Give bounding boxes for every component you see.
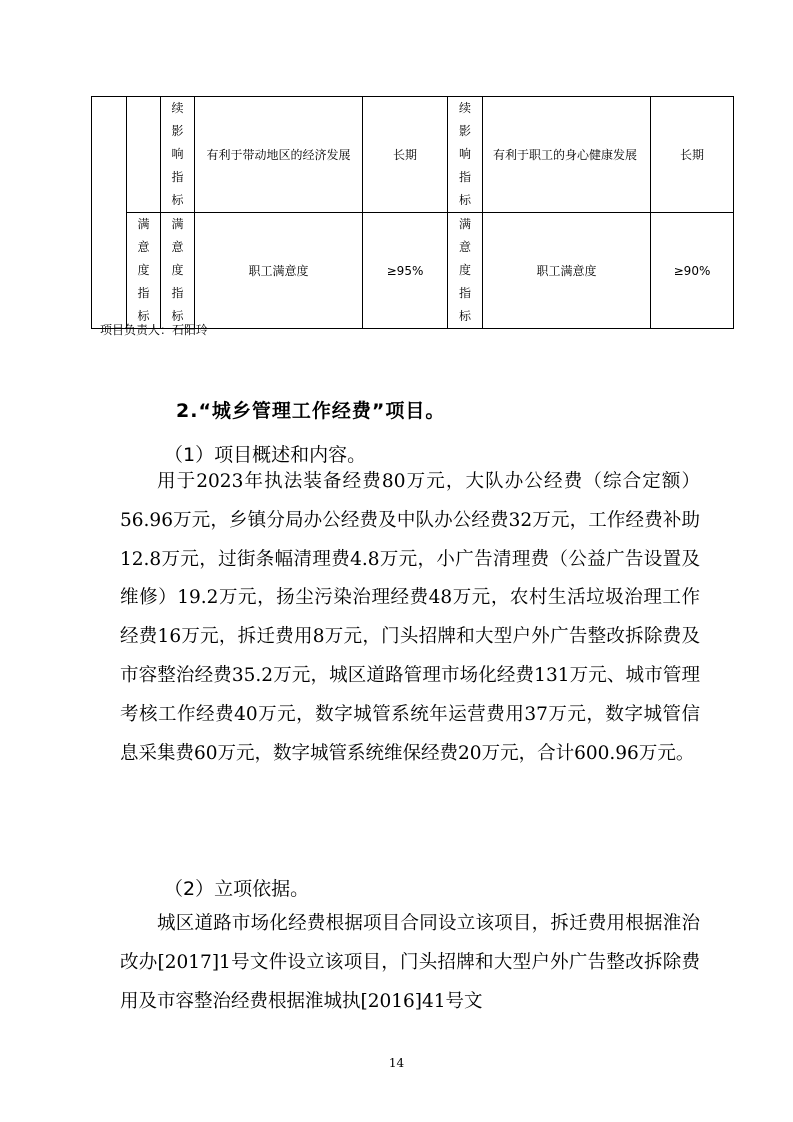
table-cell xyxy=(448,97,483,213)
indicator-category-label: 满意度指标 xyxy=(137,217,150,323)
indicator-type-label: 满意度指标 xyxy=(458,217,471,323)
table-cell-empty xyxy=(92,97,127,329)
indicator-description: 职工满意度 xyxy=(248,264,309,278)
indicator-target: 长期 xyxy=(679,148,704,162)
table-row xyxy=(92,213,734,329)
indicator-type-label: 续影响指标 xyxy=(458,101,471,207)
section-heading: 2.“城乡管理工作经费”项目。 xyxy=(176,400,446,422)
table-cell xyxy=(448,213,483,329)
indicator-target: ≥90% xyxy=(673,263,711,278)
page-number: 14 xyxy=(388,1056,405,1070)
subheading-overview: （1）项目概述和内容。 xyxy=(164,444,367,466)
indicator-description: 有利于职工的身心健康发展 xyxy=(493,147,638,162)
indicator-description: 有利于带动地区的经济发展 xyxy=(206,148,351,162)
table-cell xyxy=(195,97,363,213)
table-cell xyxy=(195,213,363,329)
table-cell xyxy=(651,213,734,329)
paragraph-basis: 城区道路市场化经费根据项目合同设立该项目，拆迁费用根据淮治改办[2017]1号文件设立该项目，门头招牌和大型户外广告整改拆除费用及市容整治经费根据淮城执[2016]41号文 xyxy=(120,913,700,1012)
table-cell xyxy=(651,97,734,213)
table-cell xyxy=(363,97,448,213)
indicator-type-label: 续影响指标 xyxy=(171,101,184,207)
subheading-basis: （2）立项依据。 xyxy=(164,878,310,900)
table-cell xyxy=(161,213,195,329)
indicator-description: 职工满意度 xyxy=(536,264,597,278)
paragraph-overview: 用于2023年执法装备经费80万元，大队办公经费（综合定额）56.96万元，乡镇分局办公经费及中队办公经费32万元，工作经费补助12.8万元，过街条幅清理费4.8万元，小广告清理费（公益广告设置及维修）19.2万元，扬尘污染治理经费48万元，农村生活垃圾治理工作经费16万元，拆迁费用8万元，门头招牌和大型户外广告整改拆除费及市容整治经费35.2万元，城区道路管理市场化经费131万元、城市管理考核工作经费40万元，数字城管系统年运营费用37万元，数字城管信息采集费60万元，数字城管系统维保经费20万元，合计600.96万元。 xyxy=(120,471,700,764)
indicator-type-label: 满意度指标 xyxy=(171,217,184,323)
table-cell xyxy=(363,213,448,329)
table-row xyxy=(92,97,734,213)
table-cell-empty xyxy=(127,97,161,213)
indicator-target: 长期 xyxy=(392,148,417,162)
table-cell xyxy=(483,213,651,329)
table-cell xyxy=(161,97,195,213)
indicator-target: ≥95% xyxy=(386,263,424,278)
performance-indicator-table xyxy=(91,96,734,329)
table-cell xyxy=(483,97,651,213)
table-cell xyxy=(127,213,161,329)
project-lead-note: 项目负责人：石阳玲 xyxy=(100,323,209,337)
